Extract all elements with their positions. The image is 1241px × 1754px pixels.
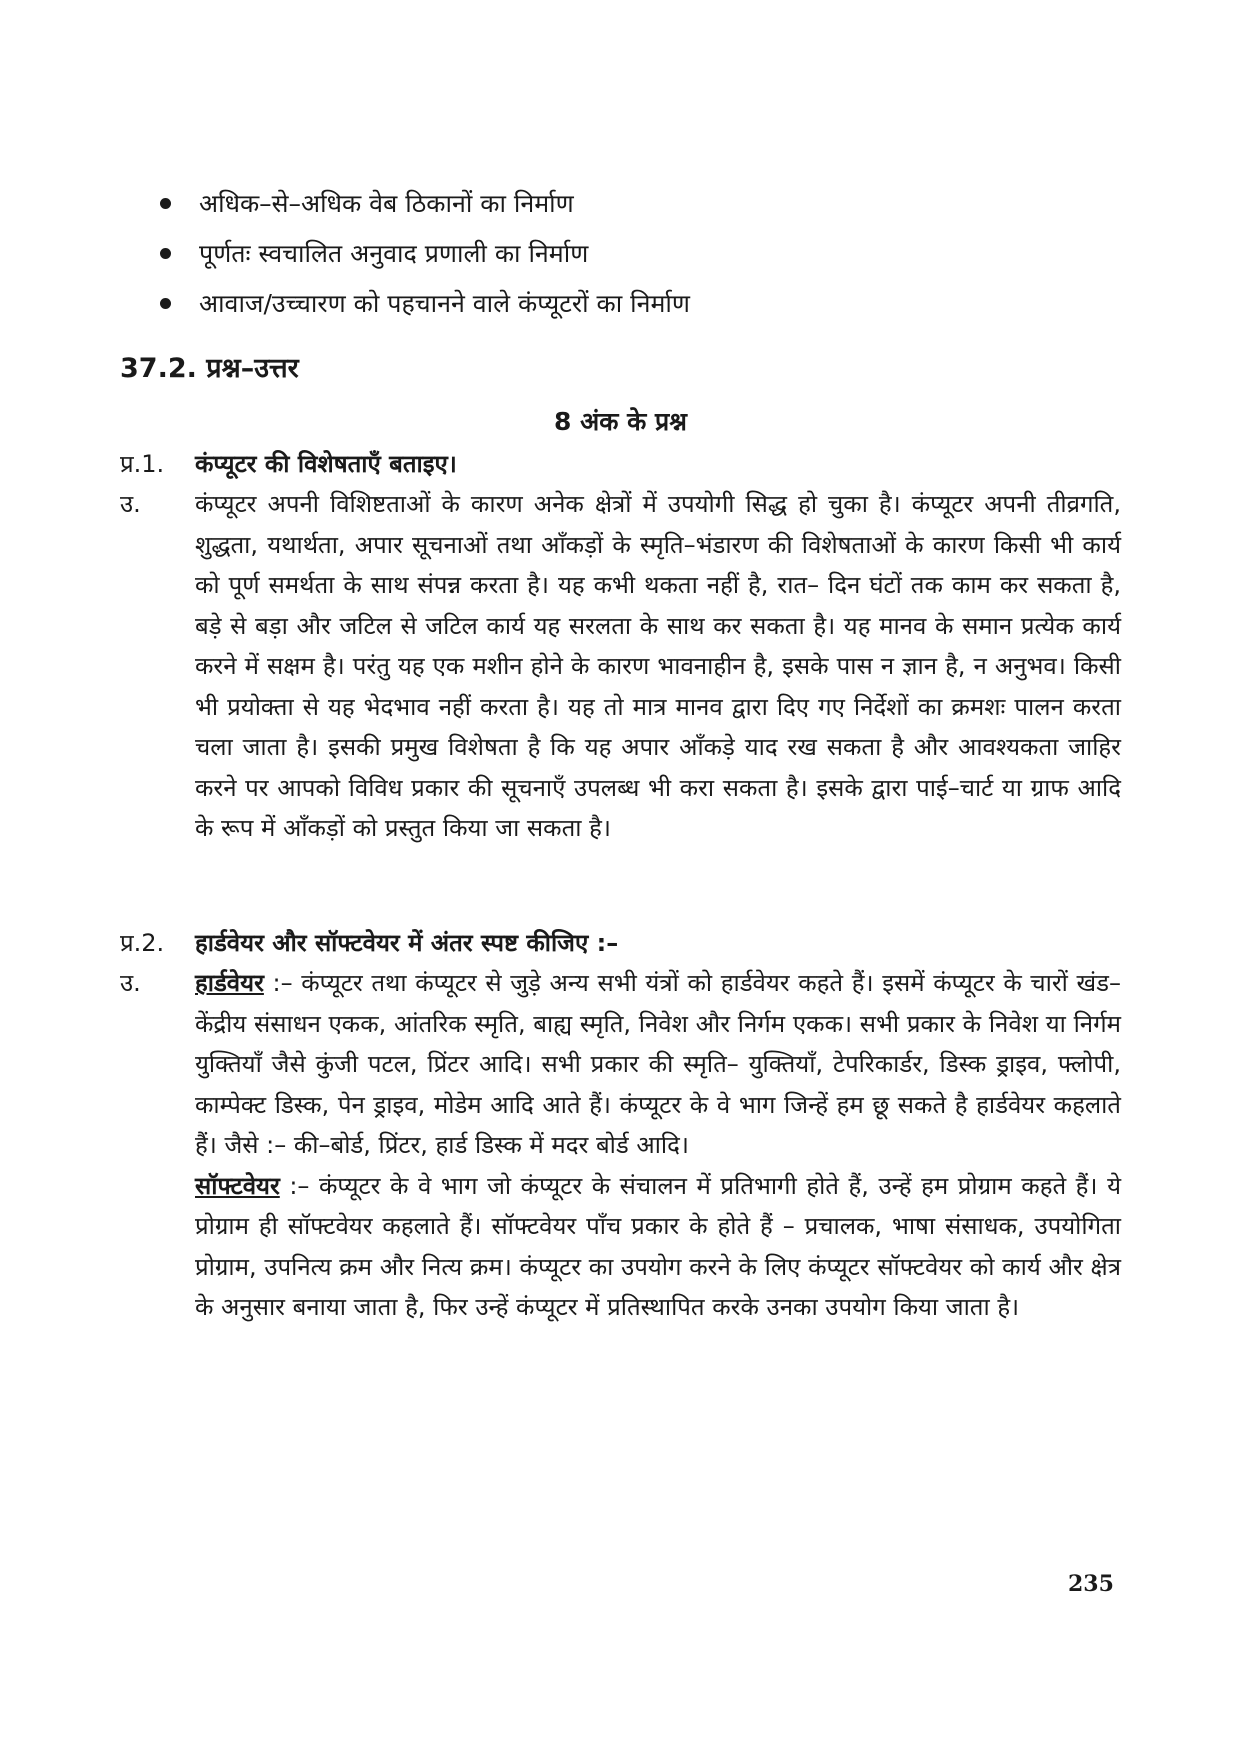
answer-label: उ.: [120, 490, 141, 518]
answer-text: कंप्यूटर अपनी विशिष्टताओं के कारण अनेक क्षेत्रों में उपयोगी सिद्ध हो चुका है। कंप्यूटर अपनी तीव्रगति, शुद्धता, यथार्थता, अपार सूचनाओं तथा आँकड़ों के स्मृति–भंडारण की विशेषताओं के कारण किसी भी कार्य को पूर्ण समर्थता के साथ संपन्न करता है। यह कभी थकता नहीं है, रात– दिन घंटों तक काम कर सकता है, बड़े से बड़ा और जटिल से जटिल कार्य यह सरलता के साथ कर सकता है। यह मानव के समान प्रत्येक कार्य करने में सक्षम है। परंतु यह एक मशीन होने के कारण भावनाहीन है, इसके पास न ज्ञान है, न अनुभव। किसी भी प्रयोक्ता से यह भेदभाव नहीं करता है। यह तो मात्र मानव द्वारा दिए गए निर्देशों का क्रमशः पालन करता चला जाता है। इसकी प्रमुख विशेषता है कि यह अपार आँकड़े याद रख सकता है और आवश्यकता जाहिर करने पर आपको विविध प्रकार की सूचनाएँ उपलब्ध भी करा सकता है। इसके द्वारा पाई–चार्ट या ग्राफ आदि के रूप में आँकड़ों को प्रस्तुत किया जा सकता है।: [195, 490, 1121, 842]
question-text: हार्डवेयर और सॉफ्टवेयर में अंतर स्पष्ट कीजिए :–: [195, 929, 619, 957]
software-text: :– कंप्यूटर के वे भाग जो कंप्यूटर के संचालन में प्रतिभागी होते हैं, उन्हें हम प्रोग्राम कहते हैं। ये प्रोग्राम ही सॉफ्टवेयर कहलाते हैं। सॉफ्टवेयर पाँच प्रकार के होते हैं – प्रचालक, भाषा संसाधक, उपयोगिता प्रोग्राम, उपनित्य क्रम और नित्य क्रम। कंप्यूटर का उपयोग करने के लिए कंप्यूटर सॉफ्टवेयर को कार्य और क्षेत्र के अनुसार बनाया जाता है, फिर उन्हें कंप्यूटर में प्रतिस्थापित करके उनका उपयोग किया जाता है।: [195, 1171, 1121, 1321]
software-term: सॉफ्टवेयर: [195, 1171, 280, 1200]
question-text: कंप्यूटर की विशेषताएँ बताइए।: [195, 450, 457, 478]
question-label: प्र.1.: [120, 450, 165, 478]
hardware-paragraph: [195, 963, 1121, 1166]
list-item-text: अधिक–से–अधिक वेब ठिकानों का निर्माण: [199, 189, 574, 218]
question-block-2: [120, 926, 1121, 1328]
list-item-text: आवाज/उच्चारण को पहचानने वाले कंप्यूटरों का निर्माण: [199, 289, 690, 318]
list-item-text: पूर्णतः स्वचालित अनुवाद प्रणाली का निर्माण: [199, 239, 589, 268]
bullet-list: [158, 178, 1118, 328]
bullet-icon: [160, 198, 171, 209]
hardware-text: :– कंप्यूटर तथा कंप्यूटर से जुड़े अन्य सभी यंत्रों को हार्डवेयर कहते हैं। इसमें कंप्यूटर के चारों खंड–केंद्रीय संसाधन एकक, आंतरिक स्मृति, बाह्य स्मृति, निवेश और निर्गम एकक। सभी प्रकार के निवेश या निर्गम युक्तियाँ जैसे कुंजी पटल, प्रिंटर आदि। सभी प्रकार की स्मृति– युक्तियाँ, टेपरिकार्डर, डिस्क ड्राइव, फ्लोपी, काम्पेक्ट डिस्क, पेन ड्राइव, मोडेम आदि आते हैं। कंप्यूटर के वे भाग जिन्हें हम छू सकते है हार्डवेयर कहलाते हैं। जैसे :– की–बोर्ड, प्रिंटर, हार्ड डिस्क में मदर बोर्ड आदि।: [195, 969, 1121, 1159]
list-item: [158, 228, 1118, 278]
question-label: प्र.2.: [120, 929, 165, 957]
list-item: [158, 178, 1118, 228]
hardware-term: हार्डवेयर: [195, 969, 264, 997]
software-paragraph: [195, 1166, 1121, 1328]
bullet-icon: [160, 298, 171, 309]
answer-text: [195, 963, 1121, 1328]
bullet-icon: [160, 248, 171, 259]
marks-heading: 8 अंक के प्रश्न: [554, 407, 687, 436]
answer-label: उ.: [120, 969, 141, 997]
question-block-1: [120, 447, 1121, 849]
page-number: 235: [1068, 1571, 1114, 1597]
section-heading: 37.2. प्रश्न–उत्तर: [120, 353, 299, 384]
list-item: [158, 278, 1118, 328]
